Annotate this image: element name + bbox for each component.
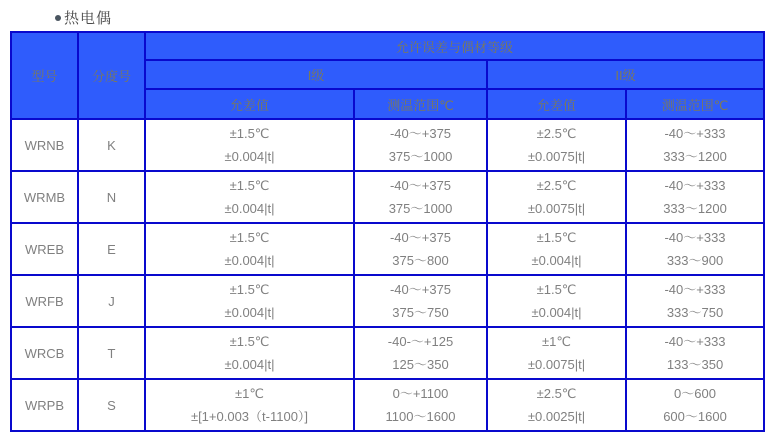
- col-header-tolerance-i: 允差值: [145, 89, 354, 119]
- value-line: ±0.004|t|: [224, 201, 275, 216]
- value-line: -40～+333: [664, 230, 726, 245]
- cell-index: S: [78, 379, 145, 431]
- col-header-grade-1: I级: [145, 60, 487, 89]
- table-row: [11, 171, 764, 223]
- cell-i-tolerance: [145, 275, 354, 327]
- value-line: ±0.004|t|: [531, 305, 582, 320]
- table-row: [11, 379, 764, 431]
- value-line: ±0.0075|t|: [527, 201, 586, 216]
- cell-index: N: [78, 171, 145, 223]
- cell-i-tolerance: [145, 171, 354, 223]
- value-line: -40-～+125: [387, 334, 454, 349]
- value-line: ±2.5℃: [536, 126, 577, 141]
- cell-index: J: [78, 275, 145, 327]
- cell-ii-range: [626, 327, 764, 379]
- value-line: 333～1200: [663, 149, 727, 164]
- col-header-grade-2: II级: [487, 60, 764, 89]
- cell-ii-range: [626, 223, 764, 275]
- value-line: -40～+333: [664, 178, 726, 193]
- value-line: ±1.5℃: [229, 282, 270, 297]
- table-row: [11, 223, 764, 275]
- cell-i-tolerance: [145, 379, 354, 431]
- value-line: ±1.5℃: [229, 230, 270, 245]
- cell-model: WRNB: [11, 119, 78, 171]
- cell-ii-tolerance: [487, 379, 626, 431]
- section-title-text: 热电偶: [64, 10, 113, 27]
- value-line: -40～+333: [664, 334, 726, 349]
- value-line: 333～1200: [663, 201, 727, 216]
- cell-i-tolerance: [145, 223, 354, 275]
- value-line: 133～350: [666, 357, 724, 372]
- cell-model: WRFB: [11, 275, 78, 327]
- cell-ii-tolerance: [487, 171, 626, 223]
- value-line: 375～1000: [388, 149, 453, 164]
- cell-i-range: [354, 275, 487, 327]
- table-row: [11, 119, 764, 171]
- value-line: -40～+333: [664, 126, 726, 141]
- cell-ii-tolerance: [487, 327, 626, 379]
- value-line: -40～+333: [664, 282, 726, 297]
- value-line: ±0.0075|t|: [527, 149, 586, 164]
- cell-ii-tolerance: [487, 275, 626, 327]
- value-line: 333～900: [666, 253, 724, 268]
- value-line: -40～+375: [389, 230, 452, 245]
- cell-i-range: [354, 327, 487, 379]
- cell-ii-tolerance: [487, 119, 626, 171]
- cell-index: K: [78, 119, 145, 171]
- value-line: 0～600: [674, 386, 716, 401]
- section-title: [55, 7, 112, 28]
- value-line: ±[1+0.003（t-1100）]: [190, 409, 309, 424]
- value-line: 600～1600: [663, 409, 727, 424]
- cell-i-range: [354, 223, 487, 275]
- col-header-index: 分度号: [78, 32, 145, 119]
- cell-ii-tolerance: [487, 223, 626, 275]
- value-line: ±0.0075|t|: [527, 357, 586, 372]
- thermocouple-spec-table: [10, 31, 765, 432]
- value-line: ±1.5℃: [536, 230, 577, 245]
- value-line: ±0.004|t|: [224, 357, 275, 372]
- value-line: ±1.5℃: [229, 126, 270, 141]
- cell-model: WREB: [11, 223, 78, 275]
- col-header-tolerance-group: 允许误差与偶材等级: [145, 32, 764, 60]
- cell-i-tolerance: [145, 327, 354, 379]
- value-line: ±1.5℃: [229, 334, 270, 349]
- col-header-range-ii: 测温范围℃: [626, 89, 764, 119]
- cell-ii-range: [626, 275, 764, 327]
- value-line: ±1℃: [542, 334, 571, 349]
- value-line: ±1.5℃: [536, 282, 577, 297]
- col-header-tolerance-ii: 允差值: [487, 89, 626, 119]
- value-line: 125～350: [392, 357, 449, 372]
- value-line: 1100～1600: [385, 409, 456, 424]
- cell-ii-range: [626, 119, 764, 171]
- table-row: [11, 275, 764, 327]
- cell-i-range: [354, 379, 487, 431]
- value-line: ±2.5℃: [536, 178, 577, 193]
- value-line: -40～+375: [389, 178, 452, 193]
- value-line: ±0.004|t|: [224, 253, 275, 268]
- value-line: ±0.0025|t|: [527, 409, 586, 424]
- value-line: -40～+375: [389, 282, 452, 297]
- cell-i-range: [354, 171, 487, 223]
- value-line: -40～+375: [389, 126, 452, 141]
- value-line: ±0.004|t|: [531, 253, 582, 268]
- col-header-range-i: 测温范围℃: [354, 89, 487, 119]
- cell-index: T: [78, 327, 145, 379]
- cell-i-range: [354, 119, 487, 171]
- value-line: 0～+1100: [392, 386, 449, 401]
- value-line: ±2.5℃: [536, 386, 577, 401]
- value-line: 333～750: [666, 305, 724, 320]
- value-line: 375～750: [392, 305, 449, 320]
- value-line: 375～800: [392, 253, 449, 268]
- col-header-model: 型号: [11, 32, 78, 119]
- cell-model: WRCB: [11, 327, 78, 379]
- value-line: ±1.5℃: [229, 178, 270, 193]
- cell-model: WRPB: [11, 379, 78, 431]
- cell-i-tolerance: [145, 119, 354, 171]
- cell-ii-range: [626, 171, 764, 223]
- value-line: ±1℃: [235, 386, 264, 401]
- value-line: ±0.004|t|: [224, 149, 275, 164]
- bullet-icon: [55, 15, 61, 21]
- table-row: [11, 327, 764, 379]
- cell-ii-range: [626, 379, 764, 431]
- cell-model: WRMB: [11, 171, 78, 223]
- value-line: ±0.004|t|: [224, 305, 275, 320]
- cell-index: E: [78, 223, 145, 275]
- value-line: 375～1000: [388, 201, 453, 216]
